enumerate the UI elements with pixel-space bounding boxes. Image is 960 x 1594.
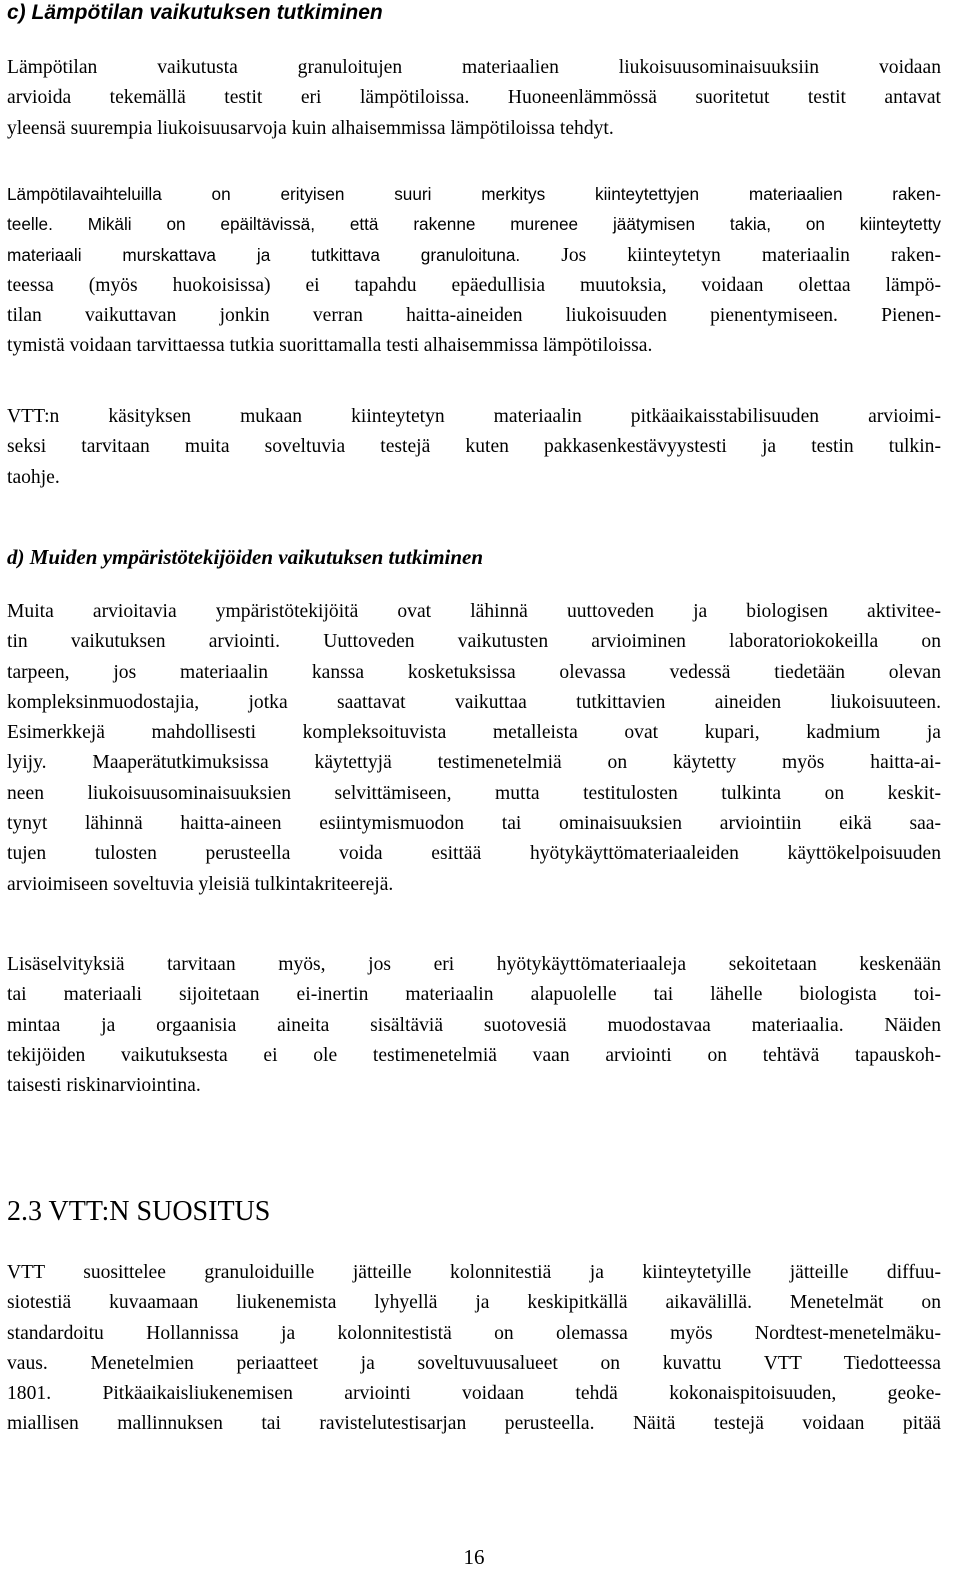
text-line: miallisen mallinnuksen tai ravistelutestisarjan perusteella. Näitä testejä voidaan pitää xyxy=(7,1413,941,1435)
text-line: tekijöiden vaikutuksesta ei ole testimenetelmiä vaan arviointi on tehtävä tapauskoh- xyxy=(7,1044,941,1066)
paragraph-c-1 xyxy=(7,53,941,144)
page-number: 16 xyxy=(463,1545,485,1569)
paragraph-c-3 xyxy=(7,402,941,493)
text-line: neen liukoisuusominaisuuksien selvittämiseen, mutta testitulosten tulkinta on keskit- xyxy=(7,782,941,804)
text-line: kompleksinmuodostajia, jotka saattavat vaikuttaa tutkittavien aineiden liukoisuuteen. xyxy=(7,691,941,713)
paragraph-d-1 xyxy=(7,597,941,900)
text-line: teessa (myös huokoisissa) ei tapahdu epäedullisia muutoksia, voidaan olettaa lämpö- xyxy=(7,274,941,296)
text-line-mixed xyxy=(7,240,941,271)
text-fragment-serif: Jos kiinteytetyn materiaalin raken- xyxy=(520,244,941,266)
text-line: Lisäselvityksiä tarvitaan myös, jos eri hyötykäyttömateriaaleja sekoitetaan keskenään xyxy=(7,954,941,975)
paragraph-c-2 xyxy=(7,179,941,362)
heading-c: c) Lämpötilan vaikutuksen tutkiminen xyxy=(7,1,383,24)
text-line: VTT suosittelee granuloiduille jätteille kolonnitestiä ja kiinteytetyille jätteille diffuu- xyxy=(7,1262,941,1283)
text-line: seksi tarvitaan muita soveltuvia testejä kuten pakkasenkestävyystesti ja testin tulkin- xyxy=(7,436,941,458)
heading-2-3: 2.3 VTT:N SUOSITUS xyxy=(7,1196,271,1227)
text-line: tujen tulosten perusteella voida esittää hyötykäyttömateriaaleiden käyttökelpoisuuden xyxy=(7,843,941,865)
text-line: yleensä suurempia liukoisuusarvoja kuin alhaisemmissa lämpötiloissa tehdyt. xyxy=(7,117,614,139)
text-line: taisesti riskinarviointina. xyxy=(7,1075,201,1097)
text-line: siotestiä kuvaamaan liukenemista lyhyellä ja keskipitkällä aikavälillä. Menetelmät on xyxy=(7,1292,941,1314)
text-line: Lämpötilavaihteluilla on erityisen suuri merkitys kiinteytettyjen materiaalien raken- xyxy=(7,184,941,204)
text-line: tai materiaali sijoitetaan ei-inertin materiaalin alapuolelle tai lähelle biologista toi- xyxy=(7,984,941,1006)
text-line: arvioida tekemällä testit eri lämpötiloissa. Huoneenlämmössä suoritetut testit antavat xyxy=(7,87,941,109)
heading-d: d) Muiden ympäristötekijöiden vaikutuksen tutkiminen xyxy=(7,545,484,569)
text-line: tynyt lähinnä haitta-aineen esiintymismuodon tai ominaisuuksien arviointiin eikä saa- xyxy=(7,813,941,835)
text-line: teelle. Mikäli on epäiltävissä, että rakenne murenee jäätymisen takia, on kiinteytetty xyxy=(7,214,941,235)
text-line: lyijy. Maaperätutkimuksissa käytettyjä testimenetelmiä on käytetty myös haitta-ai- xyxy=(7,752,941,774)
text-line: mintaa ja orgaanisia aineita sisältäviä suotovesiä muodostavaa materiaalia. Näiden xyxy=(7,1014,941,1036)
paragraph-d-2 xyxy=(7,950,941,1101)
text-line: 1801. Pitkäaikaisliukenemisen arviointi voidaan tehdä kokonaispitoisuuden, geoke- xyxy=(7,1383,941,1405)
text-line: Esimerkkejä mahdollisesti kompleksoituvista metalleista ovat kupari, kadmium ja xyxy=(7,722,941,744)
text-line: Lämpötilan vaikutusta granuloitujen materiaalien liukoisuusominaisuuksiin voidaan xyxy=(7,57,941,78)
text-line: tymistä voidaan tarvittaessa tutkia suorittamalla testi alhaisemmissa lämpötiloissa. xyxy=(7,335,653,357)
text-line: vaus. Menetelmien periaatteet ja soveltuvuusalueet on kuvattu VTT Tiedotteessa xyxy=(7,1352,941,1374)
paragraph-2-3-1 xyxy=(7,1258,941,1440)
text-fragment-sans: materiaali murskattava ja tutkittava granuloituna. xyxy=(7,244,521,265)
text-line: tilan vaikuttavan jonkin verran haitta-aineiden liukoisuuden pienentymiseen. Pienen- xyxy=(7,305,941,327)
text-line: tarpeen, jos materiaalin kanssa kosketuksissa olevassa vedessä tiedetään olevan xyxy=(7,661,941,683)
text-line: tin vaikutuksen arviointi. Uuttoveden vaikutusten arvioiminen laboratoriokokeilla on xyxy=(7,631,941,653)
text-line: VTT:n käsityksen mukaan kiinteytetyn materiaalin pitkäaikaisstabilisuuden arvioimi- xyxy=(7,406,941,427)
text-line: Muita arvioitavia ympäristötekijöitä ovat lähinnä uuttoveden ja biologisen aktivitee- xyxy=(7,601,941,622)
text-line: standardoitu Hollannissa ja kolonnitestistä on olemassa myös Nordtest-menetelmäku- xyxy=(7,1322,941,1344)
text-line: arvioimiseen soveltuvia yleisiä tulkintakriteerejä. xyxy=(7,873,394,895)
text-line: taohje. xyxy=(7,466,60,488)
